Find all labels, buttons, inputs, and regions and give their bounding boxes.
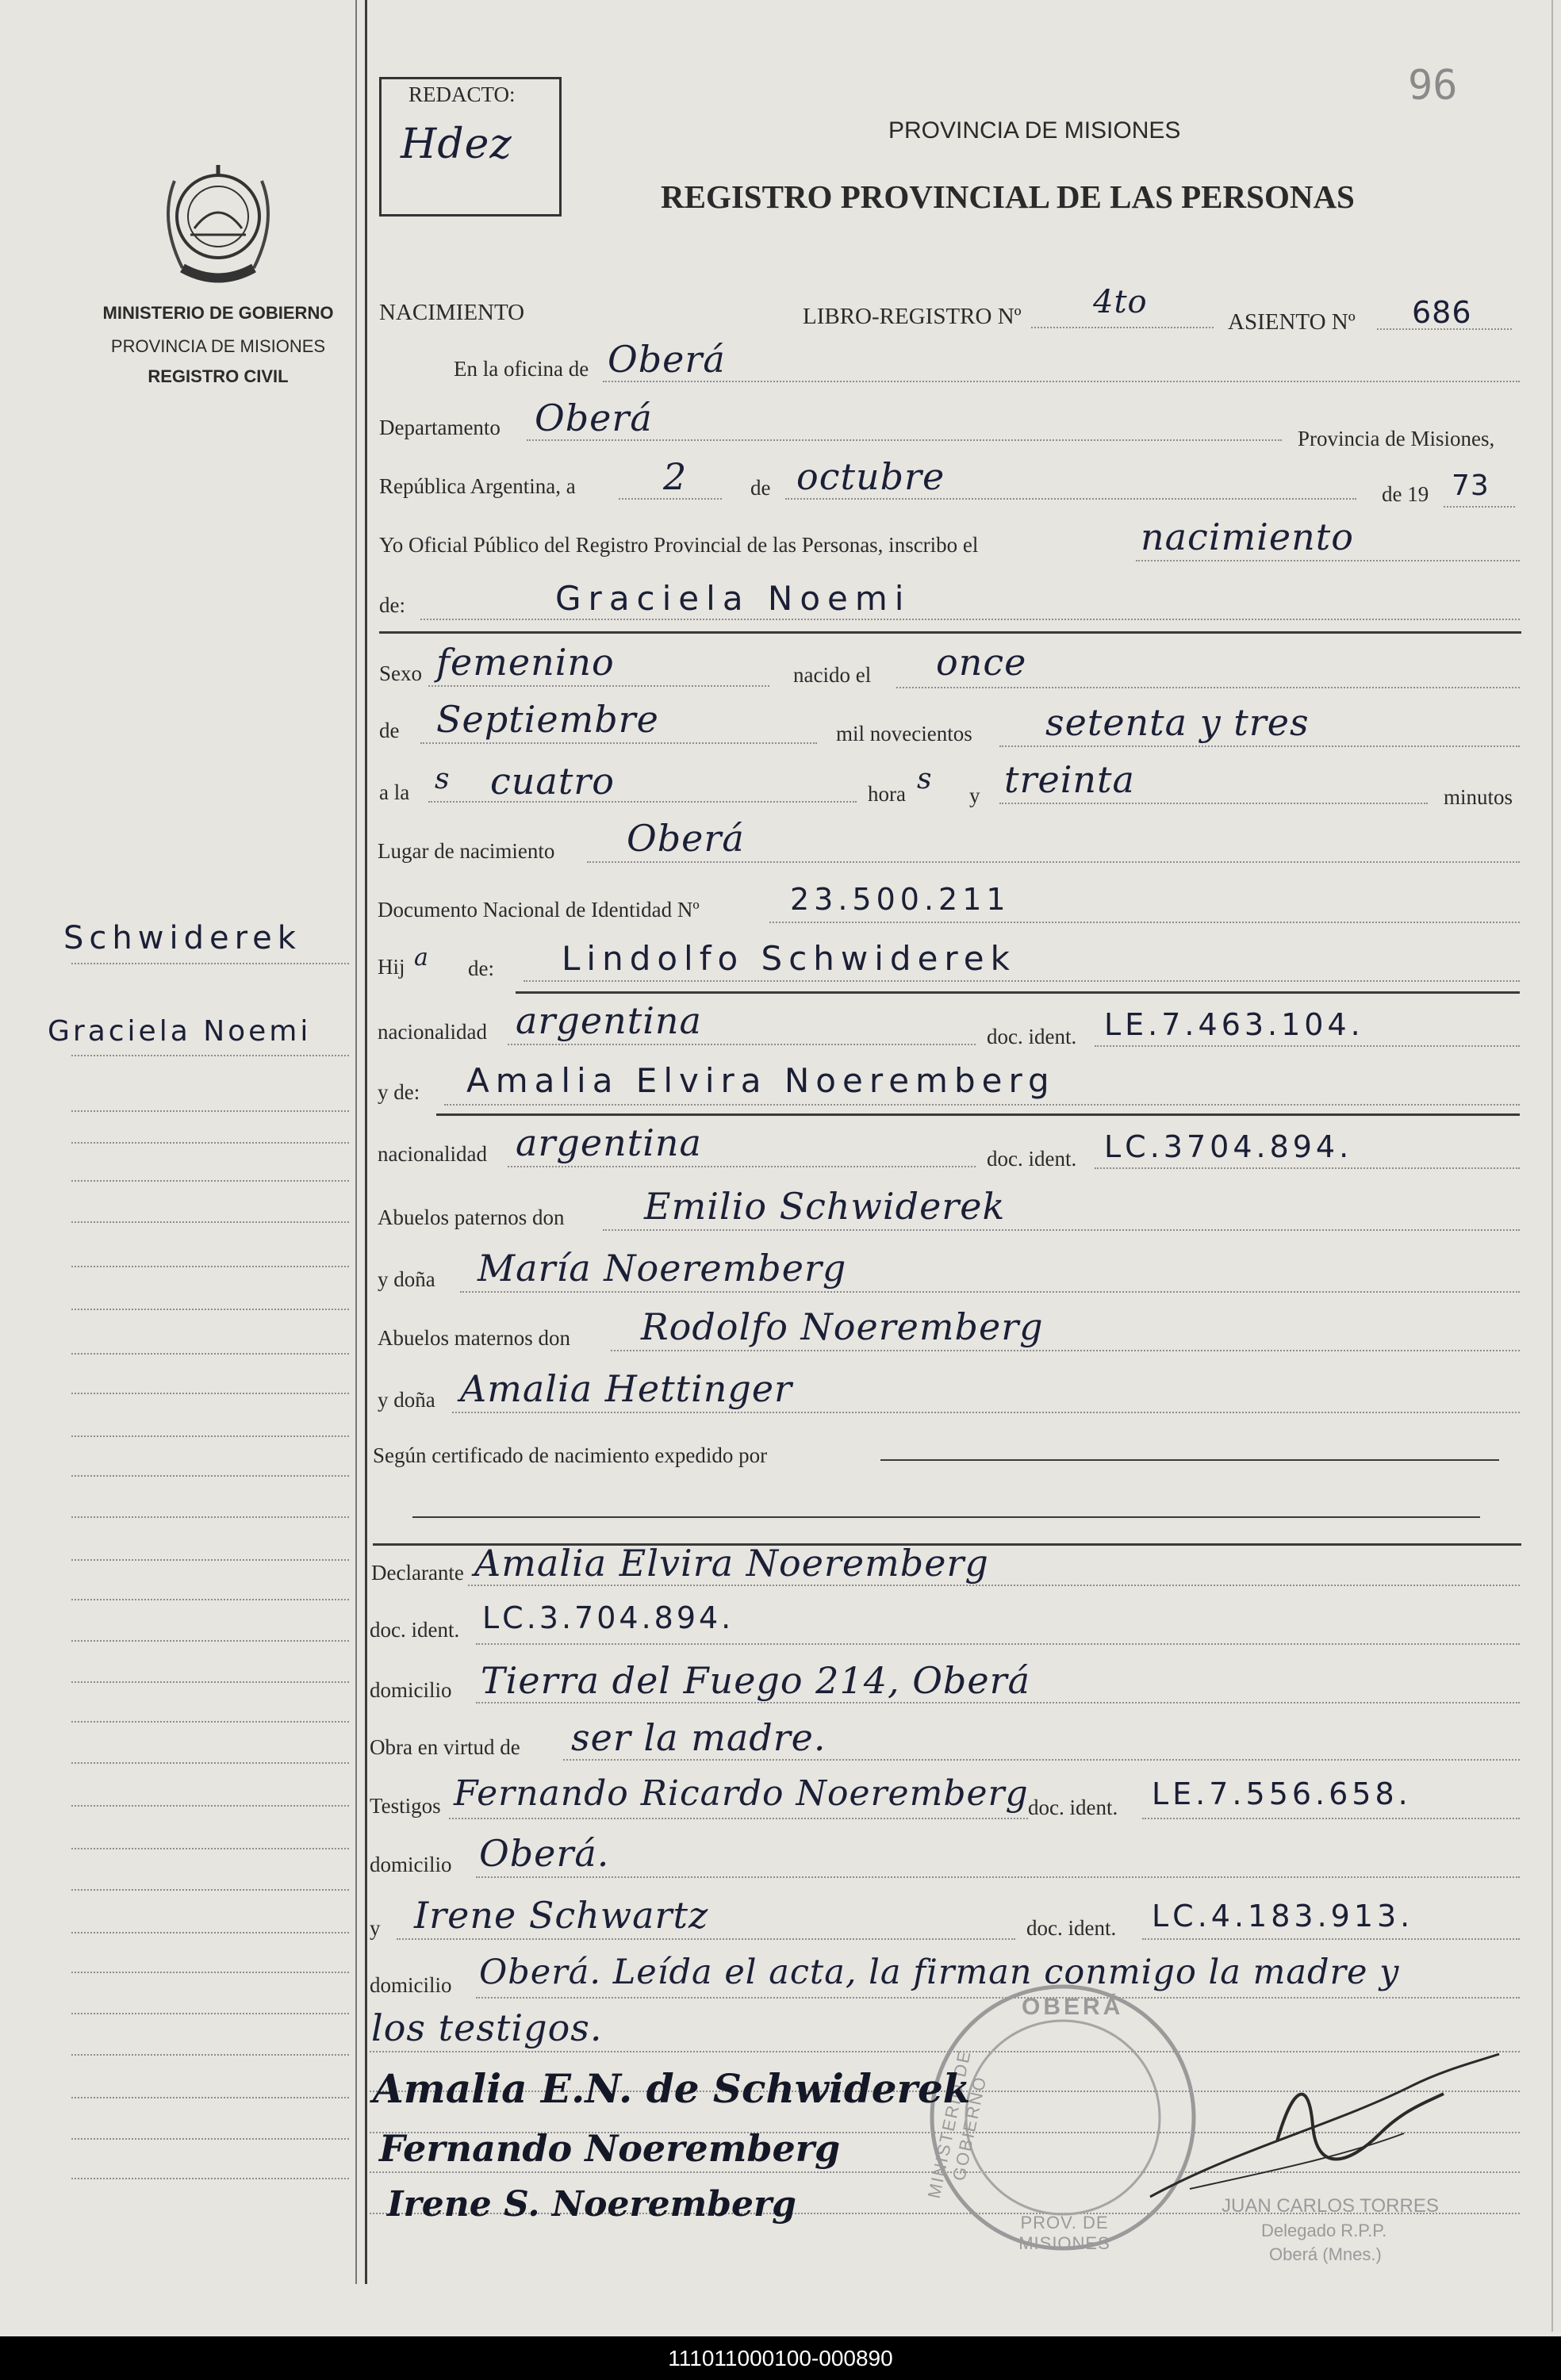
doc-mother-label: doc. ident. — [987, 1147, 1077, 1171]
page-number: 96 — [1408, 62, 1458, 109]
yde-label: y de: — [378, 1080, 420, 1104]
signature-witness-1: Fernando Noeremberg — [379, 2127, 841, 2170]
final-dom-label: domicilio — [370, 1973, 452, 1997]
asiento-label: ASIENTO Nº — [1228, 309, 1356, 335]
nac-father-label: nacionalidad — [378, 1020, 487, 1044]
libro-value: 4to — [1093, 284, 1148, 320]
signature-mother: Amalia E.N. de Schwiderek — [373, 2065, 971, 2112]
republica-label: República Argentina, a — [379, 474, 576, 498]
departamento-value: Oberá — [535, 397, 653, 439]
testigo1-name: Fernando Ricardo Noeremberg — [454, 1773, 1029, 1814]
abuelos-mat-label: Abuelos maternos don — [378, 1326, 570, 1350]
record-type: NACIMIENTO — [379, 300, 525, 325]
ydona-pat-label: y doña — [378, 1267, 435, 1291]
dni-label: Documento Nacional de Identidad Nº — [378, 898, 700, 922]
lugar-value: Oberá — [627, 817, 745, 860]
left-rule — [355, 0, 357, 2284]
child-name: Graciela Noemi — [555, 579, 911, 618]
abuela-mat: Amalia Hettinger — [460, 1367, 793, 1410]
sidebar-province: PROVINCIA DE MISIONES — [110, 336, 326, 356]
official-title: Delegado R.P.P. — [1261, 2221, 1387, 2240]
declarante-value: Amalia Elvira Noeremberg — [474, 1542, 989, 1585]
sexo-label: Sexo — [379, 661, 422, 685]
father-name: Lindolfo Schwiderek — [562, 939, 1016, 978]
provincia-suffix: Provincia de Misiones, — [1298, 427, 1495, 450]
stamp-top: OBERÁ — [1022, 1994, 1124, 2020]
signature-witness-2: Irene S. Noeremberg — [387, 2184, 796, 2225]
declarante-doc-label: doc. ident. — [370, 1618, 460, 1642]
registry-heading: REGISTRO PROVINCIAL DE LAS PERSONAS — [661, 178, 1355, 215]
abuela-pat: María Noeremberg — [478, 1247, 847, 1290]
abuelo-pat: Emilio Schwiderek — [644, 1185, 1006, 1228]
inscribo-value: nacimiento — [1141, 515, 1354, 558]
asiento-value: 686 — [1412, 295, 1472, 330]
mil-label: mil novecientos — [836, 722, 972, 745]
nacido-label: nacido el — [793, 663, 872, 687]
segun-label: Según certificado de nacimiento expedido por — [373, 1443, 768, 1467]
final-dom: Oberá. Leída el acta, la firman conmigo la madre y — [479, 1953, 1400, 1992]
hour-value: cuatro — [490, 760, 615, 803]
mother-nationality: argentina — [516, 1121, 702, 1164]
hijo-label: Hij — [378, 955, 405, 979]
doc-father-label: doc. ident. — [987, 1025, 1077, 1048]
testigo1-doc-label: doc. ident. — [1028, 1796, 1118, 1819]
nacido-value: once — [936, 641, 1027, 684]
margin-surname: Schwiderek — [63, 920, 301, 956]
hijo-de-label: de: — [468, 956, 494, 980]
obra-label: Obra en virtud de — [370, 1735, 520, 1759]
declarante-dom: Tierra del Fuego 214, Oberá — [481, 1659, 1031, 1702]
day-value: 2 — [663, 455, 688, 498]
birth-month: Septiembre — [436, 698, 659, 741]
testigo2-doc-label: doc. ident. — [1026, 1916, 1117, 1940]
declarante-label: Declarante — [371, 1561, 464, 1585]
mother-name: Amalia Elvira Noeremberg — [466, 1061, 1056, 1100]
lugar-label: Lugar de nacimiento — [378, 839, 555, 863]
official-signature — [1142, 2038, 1507, 2221]
testigo2-y-label: y — [370, 1916, 381, 1940]
testigo1-dom: Oberá. — [479, 1832, 610, 1875]
mother-doc: LC.3704.894. — [1104, 1129, 1353, 1164]
departamento-label: Departamento — [379, 416, 501, 439]
year-value: 73 — [1452, 469, 1490, 502]
final-cont: los testigos. — [371, 2006, 603, 2049]
ydona-mat-label: y doña — [378, 1388, 435, 1412]
minutos-label: minutos — [1444, 785, 1513, 809]
sexo-value: femenino — [436, 641, 615, 684]
stamp-left: MINISTERIO DE GOBIERNO — [923, 2048, 991, 2201]
abuelo-mat: Rodolfo Noeremberg — [641, 1305, 1044, 1348]
province-seal-icon — [151, 149, 286, 292]
libro-label: LIBRO-REGISTRO Nº — [803, 304, 1022, 329]
official-name: JUAN CARLOS TORRES — [1222, 2195, 1439, 2217]
hora-label: hora — [868, 782, 906, 806]
testigo2-name: Irene Schwartz — [414, 1894, 709, 1937]
redacto-label: REDACTO: — [408, 82, 516, 106]
hijo-suffix: a — [414, 944, 429, 972]
footer-code: 111011000100-000890 — [668, 2346, 893, 2370]
redacto-box — [379, 77, 562, 217]
stamp-bottom: PROV. DE MISIONES — [1018, 2213, 1110, 2253]
de-month-label: de — [379, 719, 400, 742]
declarante-dom-label: domicilio — [370, 1678, 452, 1702]
margin-names: Graciela Noemi — [48, 1015, 312, 1048]
sidebar-ministry: MINISTERIO DE GOBIERNO — [102, 303, 334, 323]
oficial-text: Yo Oficial Público del Registro Provincial de las Personas, inscribo el — [379, 533, 979, 557]
abuelos-pat-label: Abuelos paternos don — [378, 1205, 565, 1229]
testigo2-doc: LC.4.183.913. — [1152, 1899, 1414, 1934]
hora-suffix: s — [917, 763, 933, 795]
y-label: y — [969, 784, 980, 807]
minutes-value: treinta — [1004, 758, 1135, 801]
father-doc: LE.7.463.104. — [1104, 1007, 1364, 1042]
redacto-value: Hdez — [401, 121, 512, 168]
oficina-value: Oberá — [608, 338, 726, 381]
month-value: octubre — [796, 455, 945, 498]
official-place: Oberá (Mnes.) — [1269, 2244, 1382, 2264]
province-heading: PROVINCIA DE MISIONES — [888, 117, 1181, 144]
declarante-doc: LC.3.704.894. — [482, 1600, 734, 1635]
obra-value: ser la madre. — [571, 1716, 827, 1759]
hour-suffix: s — [435, 763, 451, 795]
testigo1-dom-label: domicilio — [370, 1853, 452, 1876]
de-label: de — [750, 476, 771, 500]
margin-rule — [365, 0, 367, 2284]
de-name-label: de: — [379, 593, 405, 617]
year-label: de 19 — [1382, 482, 1429, 506]
testigos-label: Testigos — [370, 1794, 441, 1818]
testigo1-doc: LE.7.556.658. — [1152, 1776, 1412, 1811]
oficina-label: En la oficina de — [454, 357, 589, 381]
sidebar-civil-registry: REGISTRO CIVIL — [148, 366, 289, 386]
father-nationality: argentina — [516, 999, 702, 1042]
ala-label: a la — [379, 780, 410, 804]
footer-bar — [0, 2336, 1561, 2380]
nac-mother-label: nacionalidad — [378, 1142, 487, 1166]
dni-value: 23.500.211 — [790, 882, 1011, 917]
birth-year-words: setenta y tres — [1045, 701, 1310, 744]
